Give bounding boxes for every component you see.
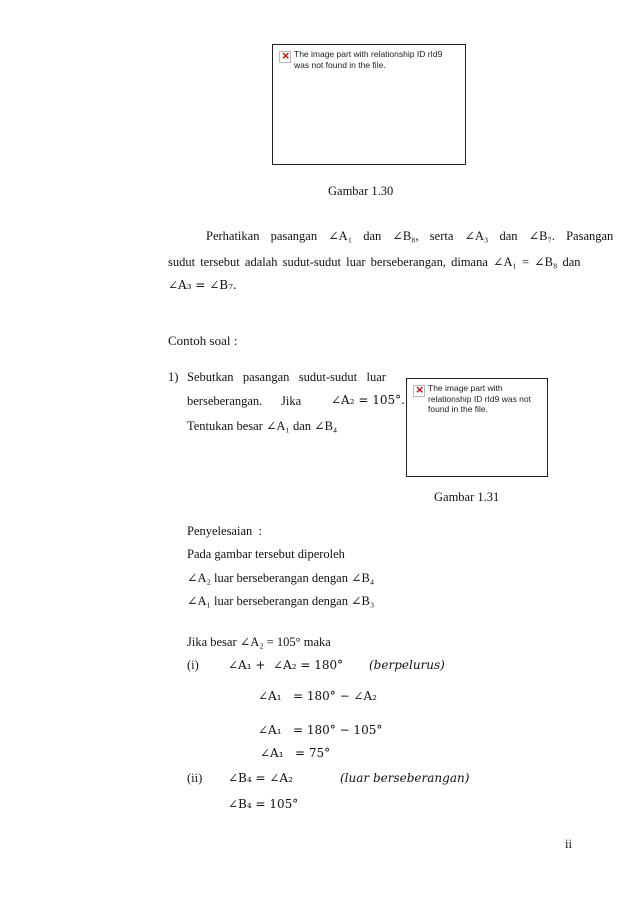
example-heading: Contoh soal : xyxy=(168,333,238,348)
question-line-3: Tentukan besar ∠A₁ dan ∠B₄ xyxy=(187,419,338,433)
step-i-note: (berpelurus) xyxy=(369,658,445,672)
missing-image-text: The image part with relationship ID rId9 was not found in the file. xyxy=(294,49,443,70)
question-line-1: Sebutkan pasangan sudut-sudut luar xyxy=(187,370,386,384)
solution-line-3: ∠A₁ luar berseberangan dengan ∠B₃ xyxy=(187,594,375,608)
figure-1-31-caption: Gambar 1.31 xyxy=(434,490,500,504)
step-i-label: (i) xyxy=(187,658,199,672)
solution-line-1: Pada gambar tersebut diperoleh xyxy=(187,547,345,561)
paragraph-text-2: sudut tersebut adalah sudut-sudut luar berseberangan, dimana ∠A₁ = ∠B₈ dan xyxy=(168,255,581,269)
paragraph-line-2 xyxy=(168,254,581,270)
solution-line-2: ∠A₂ luar berseberangan dengan ∠B₄ xyxy=(187,571,375,585)
figure-1-30-caption: Gambar 1.30 xyxy=(328,184,394,198)
question-line-2b: ∠A₂ = 105°. xyxy=(331,393,405,407)
figure-1-30-placeholder xyxy=(272,44,466,165)
question-number: 1) xyxy=(168,370,179,384)
missing-image-text: The image part with relationship ID rId9 was not found in the file. xyxy=(428,383,531,414)
broken-image-icon xyxy=(413,385,425,397)
step-i-line-2: ∠A₁ = 180° − 105° xyxy=(258,723,383,737)
step-ii-label: (ii) xyxy=(187,771,203,785)
paragraph-line-3: ∠A₃ = ∠B₇. xyxy=(168,278,237,292)
broken-image-icon xyxy=(279,51,291,63)
paragraph-text-1: Perhatikan pasangan ∠A₁ dan ∠B₈, serta ∠A₃ dan ∠B₇. Pasangan xyxy=(206,229,614,243)
step-i-equation: ∠A₁ + ∠A₂ = 180° xyxy=(228,658,344,672)
step-ii-equation: ∠B₄ = ∠A₂ xyxy=(228,771,293,785)
page-number: ii xyxy=(565,837,572,851)
step-i-line-3: ∠A₁ = 75° xyxy=(260,746,331,760)
step-ii-note: (luar berseberangan) xyxy=(340,771,470,785)
paragraph-line-1 xyxy=(206,228,613,244)
question-line-2a: berseberangan. Jika xyxy=(187,394,302,408)
solution-heading: Penyelesaian : xyxy=(187,524,262,538)
figure-1-31-placeholder xyxy=(406,378,548,477)
solution-line-4: Jika besar ∠A₂ = 105° maka xyxy=(187,635,331,649)
step-ii-result: ∠B₄ = 105° xyxy=(228,797,299,811)
step-i-line-1: ∠A₁ = 180° − ∠A₂ xyxy=(258,689,377,703)
